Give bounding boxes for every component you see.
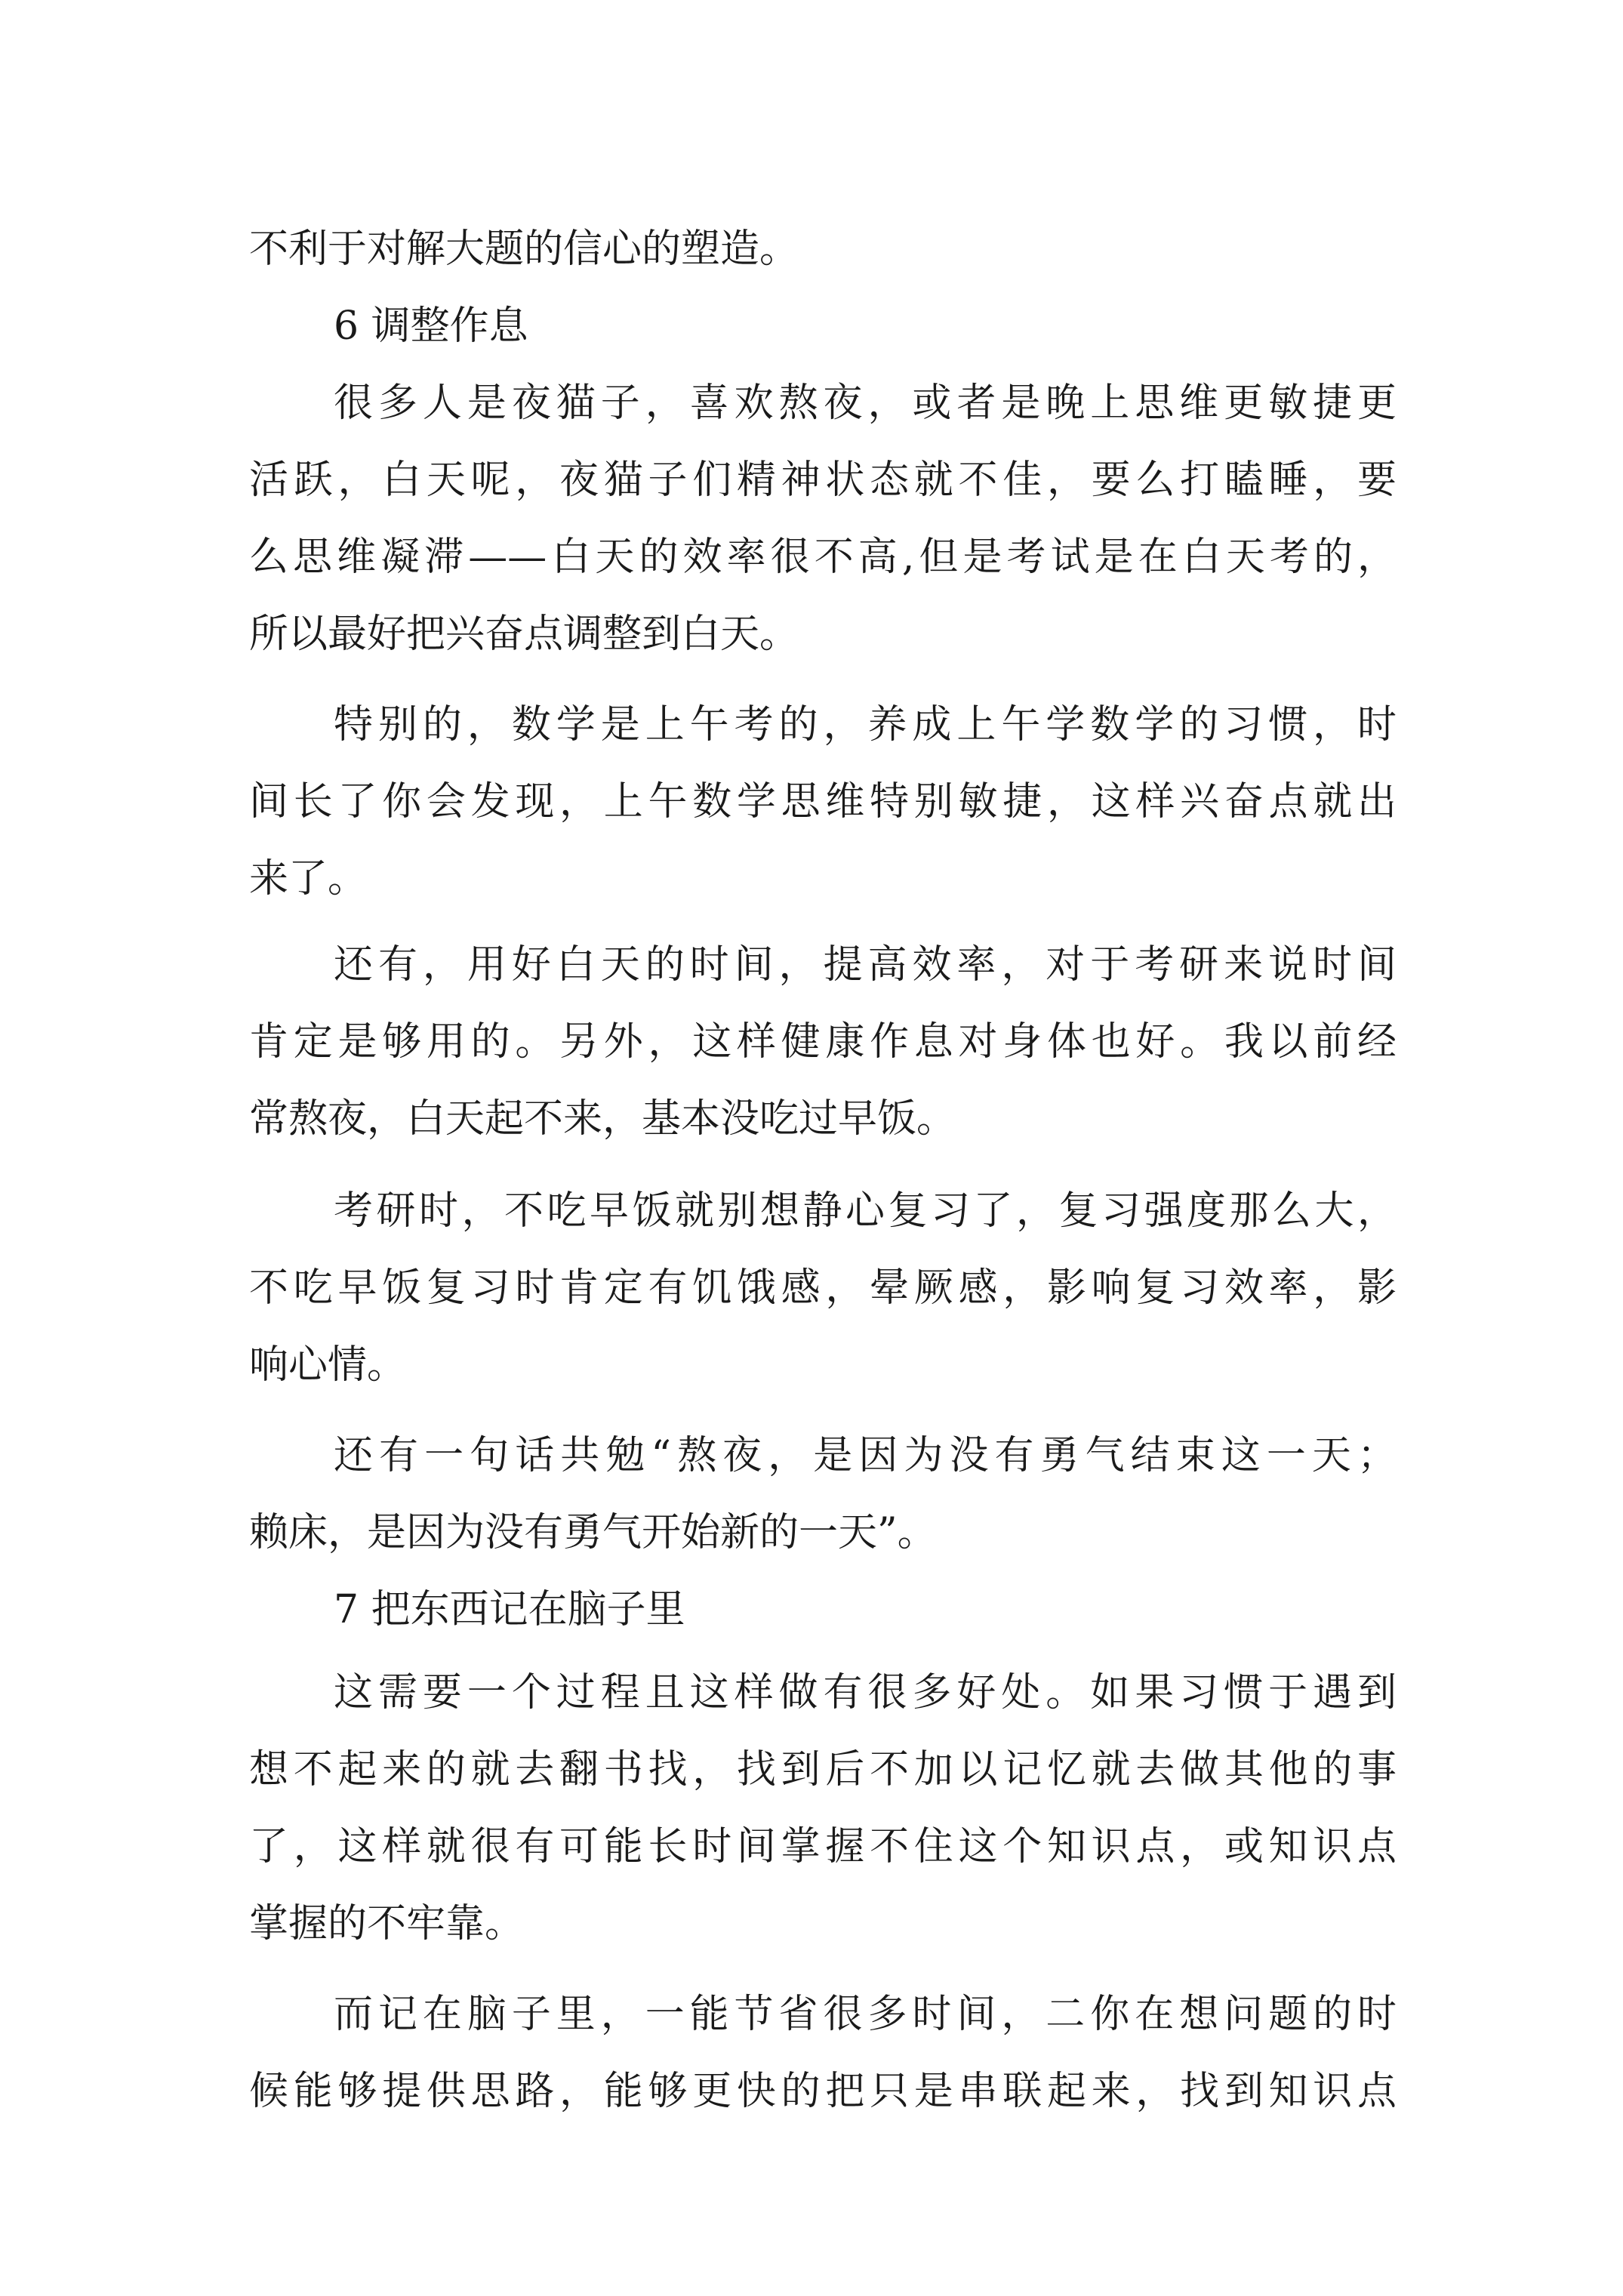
text-line: 响心情。 xyxy=(249,1342,407,1388)
text-line: 肯定是够用的。另外，这样健康作息对身体也好。我以前经 xyxy=(249,1019,1397,1065)
text-line: 想不起来的就去翻书找，找到后不加以记忆就去做其他的事 xyxy=(249,1747,1397,1792)
text-line: 了，这样就很有可能长时间掌握不住这个知识点，或知识点 xyxy=(249,1824,1397,1869)
text-line: 还有一句话共勉“熬夜，是因为没有勇气结束这一天； xyxy=(334,1433,1397,1478)
text-line: 间长了你会发现，上午数学思维特别敏捷，这样兴奋点就出 xyxy=(249,779,1397,824)
section-heading: 6 调整作息 xyxy=(334,304,528,349)
text-line: 特别的，数学是上午考的，养成上午学数学的习惯，时 xyxy=(334,702,1397,747)
text-line: 考研时，不吃早饭就别想静心复习了，复习强度那么大， xyxy=(334,1188,1397,1234)
text-line: 这需要一个过程且这样做有很多好处。如果习惯于遇到 xyxy=(334,1670,1397,1715)
text-line: 赖床，是因为没有勇气开始新的一天”。 xyxy=(249,1510,937,1555)
text-line: 常熬夜，白天起不来，基本没吃过早饭。 xyxy=(249,1096,956,1142)
section-heading: 7 把东西记在脑子里 xyxy=(334,1587,685,1632)
text-line: 掌握的不牢靠。 xyxy=(249,1901,525,1946)
text-line: 活跃，白天呢，夜猫子们精神状态就不佳，要么打瞌睡，要 xyxy=(249,458,1397,503)
text-line: 么思维凝滞——白天的效率很不高,但是考试是在白天考的， xyxy=(249,535,1397,580)
text-line: 不利于对解大题的信心的塑造。 xyxy=(249,227,799,272)
text-line: 候能够提供思路，能够更快的把只是串联起来，找到知识点 xyxy=(249,2069,1397,2114)
text-line: 来了。 xyxy=(249,856,368,901)
text-line: 不吃早饭复习时肯定有饥饿感，晕厥感，影响复习效率，影 xyxy=(249,1265,1397,1311)
text-line: 很多人是夜猫子，喜欢熬夜，或者是晚上思维更敏捷更 xyxy=(334,381,1397,426)
text-line: 还有，用好白天的时间，提高效率，对于考研来说时间 xyxy=(334,942,1397,988)
text-line: 所以最好把兴奋点调整到白天。 xyxy=(249,612,799,657)
text-line: 而记在脑子里，一能节省很多时间，二你在想问题的时 xyxy=(334,1992,1397,2037)
